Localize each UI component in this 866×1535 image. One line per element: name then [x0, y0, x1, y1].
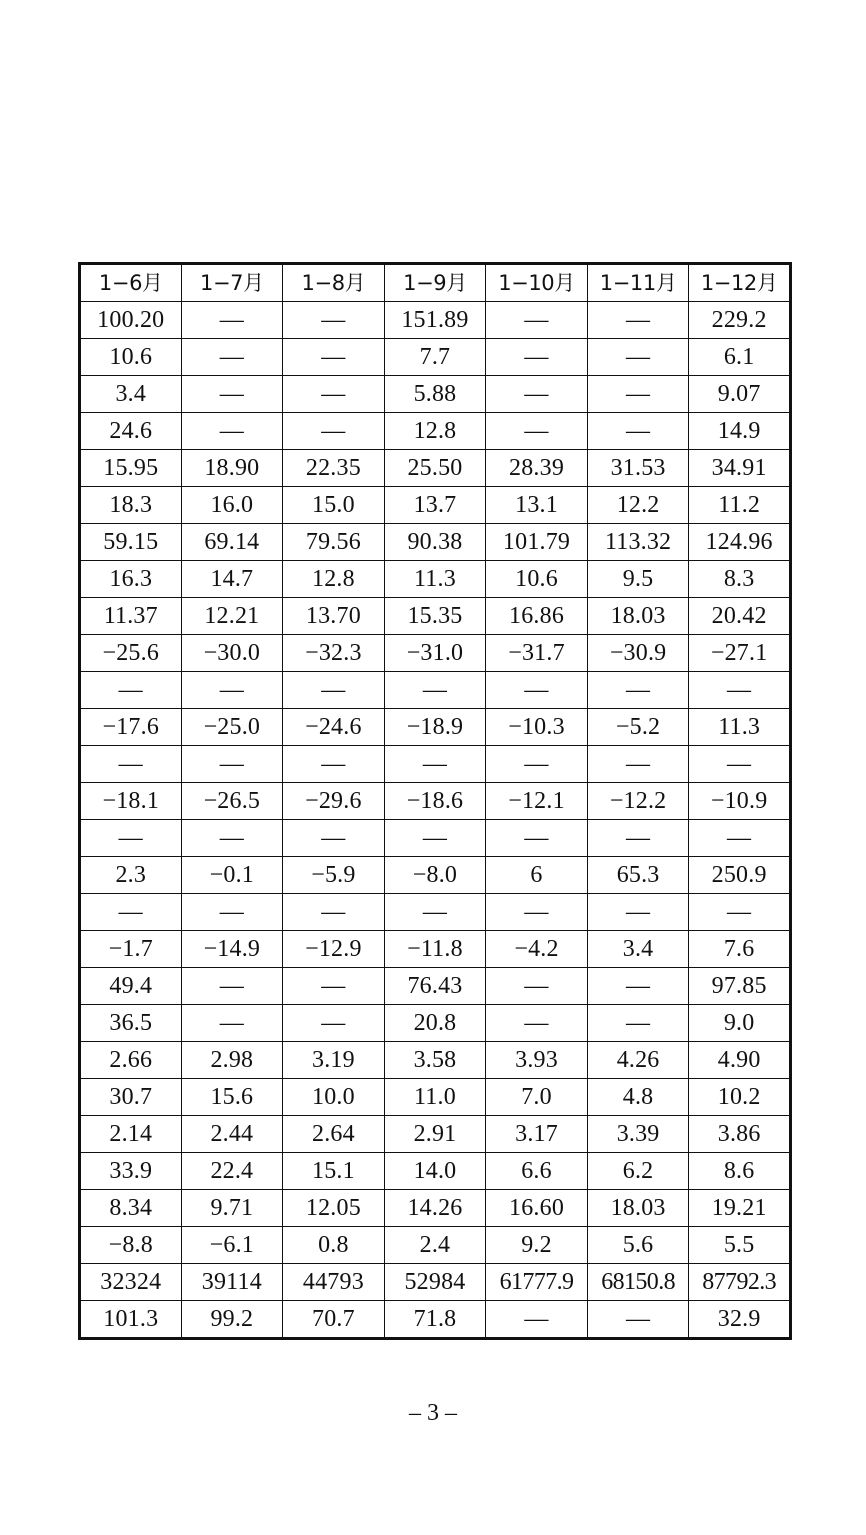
table-cell: 3.17: [486, 1116, 588, 1153]
table-cell: —: [587, 339, 689, 376]
table-cell: 12.8: [384, 413, 486, 450]
table-cell: —: [181, 672, 283, 709]
table-body: [80, 302, 791, 1339]
table-cell: —: [283, 820, 385, 857]
table-cell: —: [283, 746, 385, 783]
table-cell: —: [486, 339, 588, 376]
table-cell: —: [283, 302, 385, 339]
table-cell: −25.6: [80, 635, 182, 672]
table-cell: −31.0: [384, 635, 486, 672]
table-cell: —: [283, 672, 385, 709]
table-cell: —: [80, 746, 182, 783]
table-row: [80, 487, 791, 524]
table-cell: 65.3: [587, 857, 689, 894]
table-cell: —: [486, 894, 588, 931]
table-cell: 18.90: [181, 450, 283, 487]
table-cell: 6: [486, 857, 588, 894]
table-cell: 11.3: [689, 709, 791, 746]
table-row: [80, 672, 791, 709]
table-cell: —: [181, 968, 283, 1005]
table-cell: −32.3: [283, 635, 385, 672]
table-cell: —: [486, 746, 588, 783]
table-cell: 250.9: [689, 857, 791, 894]
table-cell: 4.26: [587, 1042, 689, 1079]
table-cell: —: [689, 746, 791, 783]
table-cell: 36.5: [80, 1005, 182, 1042]
table-cell: 59.15: [80, 524, 182, 561]
table-cell: —: [587, 1005, 689, 1042]
table-cell: −1.7: [80, 931, 182, 968]
table-cell: 87792.3: [689, 1264, 791, 1301]
table-cell: −12.1: [486, 783, 588, 820]
table-cell: 20.8: [384, 1005, 486, 1042]
table-row: [80, 1116, 791, 1153]
table-row: [80, 635, 791, 672]
table-cell: 6.2: [587, 1153, 689, 1190]
table-cell: —: [384, 894, 486, 931]
table-cell: 2.3: [80, 857, 182, 894]
table-cell: 101.3: [80, 1301, 182, 1339]
table-row: [80, 968, 791, 1005]
table-cell: 14.7: [181, 561, 283, 598]
table-cell: —: [283, 339, 385, 376]
table-cell: —: [181, 339, 283, 376]
table-cell: 68150.8: [587, 1264, 689, 1301]
table-cell: 7.7: [384, 339, 486, 376]
table-row: [80, 376, 791, 413]
table-cell: —: [587, 376, 689, 413]
table-cell: 2.91: [384, 1116, 486, 1153]
table-cell: 11.0: [384, 1079, 486, 1116]
table-cell: —: [587, 746, 689, 783]
table-cell: −18.1: [80, 783, 182, 820]
table-cell: —: [181, 1005, 283, 1042]
table-cell: 13.1: [486, 487, 588, 524]
table-cell: 18.03: [587, 598, 689, 635]
table-cell: −8.8: [80, 1227, 182, 1264]
column-header: 1−12月: [689, 264, 791, 302]
table-cell: 16.3: [80, 561, 182, 598]
table-cell: −24.6: [283, 709, 385, 746]
table-cell: 44793: [283, 1264, 385, 1301]
table-cell: 3.19: [283, 1042, 385, 1079]
table-cell: 12.05: [283, 1190, 385, 1227]
table-cell: —: [486, 1301, 588, 1339]
column-header: 1−6月: [80, 264, 182, 302]
table-cell: 3.93: [486, 1042, 588, 1079]
table-cell: 6.6: [486, 1153, 588, 1190]
table-cell: 5.88: [384, 376, 486, 413]
table-row: [80, 1190, 791, 1227]
table-cell: −27.1: [689, 635, 791, 672]
table-cell: —: [486, 820, 588, 857]
table-row: [80, 783, 791, 820]
table-cell: 3.39: [587, 1116, 689, 1153]
table-cell: 2.98: [181, 1042, 283, 1079]
table-cell: 22.35: [283, 450, 385, 487]
table-row: [80, 598, 791, 635]
table-row: [80, 302, 791, 339]
table-cell: 9.2: [486, 1227, 588, 1264]
table-cell: 12.2: [587, 487, 689, 524]
table-cell: 99.2: [181, 1301, 283, 1339]
table-cell: 151.89: [384, 302, 486, 339]
table-cell: 5.5: [689, 1227, 791, 1264]
table-cell: −10.9: [689, 783, 791, 820]
table-cell: 8.6: [689, 1153, 791, 1190]
table-cell: —: [80, 672, 182, 709]
table-cell: 14.26: [384, 1190, 486, 1227]
table-cell: 70.7: [283, 1301, 385, 1339]
table-cell: 9.0: [689, 1005, 791, 1042]
table-cell: —: [587, 302, 689, 339]
table-cell: −25.0: [181, 709, 283, 746]
table-cell: 15.6: [181, 1079, 283, 1116]
table-cell: —: [486, 1005, 588, 1042]
table-cell: —: [486, 968, 588, 1005]
table-cell: 2.14: [80, 1116, 182, 1153]
table-row: [80, 450, 791, 487]
table-cell: −5.2: [587, 709, 689, 746]
table-cell: 20.42: [689, 598, 791, 635]
table-cell: 18.3: [80, 487, 182, 524]
table-cell: 32.9: [689, 1301, 791, 1339]
table-cell: —: [486, 376, 588, 413]
table-row: [80, 931, 791, 968]
table-cell: —: [283, 376, 385, 413]
table-cell: 0.8: [283, 1227, 385, 1264]
table-row: [80, 1301, 791, 1339]
table-cell: —: [181, 746, 283, 783]
table-cell: 8.3: [689, 561, 791, 598]
table-cell: 10.6: [80, 339, 182, 376]
table-cell: —: [181, 302, 283, 339]
table-cell: 13.7: [384, 487, 486, 524]
column-header: 1−8月: [283, 264, 385, 302]
table-cell: —: [80, 894, 182, 931]
table-cell: 34.91: [689, 450, 791, 487]
table-cell: —: [486, 672, 588, 709]
table-row: [80, 413, 791, 450]
table-cell: 9.5: [587, 561, 689, 598]
table-cell: 61777.9: [486, 1264, 588, 1301]
table-cell: 2.66: [80, 1042, 182, 1079]
table-cell: —: [181, 413, 283, 450]
table-cell: 15.0: [283, 487, 385, 524]
table-cell: −29.6: [283, 783, 385, 820]
table-row: [80, 339, 791, 376]
table-cell: 101.79: [486, 524, 588, 561]
table-cell: —: [80, 820, 182, 857]
table-cell: 100.20: [80, 302, 182, 339]
column-header: 1−7月: [181, 264, 283, 302]
table-cell: −31.7: [486, 635, 588, 672]
table-row: [80, 1227, 791, 1264]
table-cell: 22.4: [181, 1153, 283, 1190]
table-cell: −30.0: [181, 635, 283, 672]
table-cell: 15.35: [384, 598, 486, 635]
table-cell: —: [689, 894, 791, 931]
table-cell: —: [384, 820, 486, 857]
table-row: [80, 746, 791, 783]
table-cell: −30.9: [587, 635, 689, 672]
table-cell: 10.2: [689, 1079, 791, 1116]
table-cell: −17.6: [80, 709, 182, 746]
table-cell: 6.1: [689, 339, 791, 376]
table-cell: 28.39: [486, 450, 588, 487]
table-cell: 2.64: [283, 1116, 385, 1153]
table-cell: —: [181, 376, 283, 413]
table-cell: 3.4: [80, 376, 182, 413]
table-cell: 4.8: [587, 1079, 689, 1116]
table-cell: —: [587, 1301, 689, 1339]
table-cell: 49.4: [80, 968, 182, 1005]
table-cell: 10.0: [283, 1079, 385, 1116]
table-cell: —: [486, 413, 588, 450]
table-cell: —: [689, 820, 791, 857]
table-cell: 52984: [384, 1264, 486, 1301]
table-cell: 18.03: [587, 1190, 689, 1227]
column-header: 1−9月: [384, 264, 486, 302]
header-row: [80, 264, 791, 302]
table-cell: 16.0: [181, 487, 283, 524]
table-cell: 5.6: [587, 1227, 689, 1264]
table-cell: —: [283, 968, 385, 1005]
table-cell: 90.38: [384, 524, 486, 561]
table-cell: −11.8: [384, 931, 486, 968]
table-cell: 11.2: [689, 487, 791, 524]
table-cell: 4.90: [689, 1042, 791, 1079]
table-cell: 33.9: [80, 1153, 182, 1190]
table-row: [80, 524, 791, 561]
table-cell: 16.60: [486, 1190, 588, 1227]
table-cell: —: [689, 672, 791, 709]
table-cell: −10.3: [486, 709, 588, 746]
table-cell: —: [181, 820, 283, 857]
table-row: [80, 1264, 791, 1301]
table-cell: −4.2: [486, 931, 588, 968]
table-cell: 3.86: [689, 1116, 791, 1153]
table-cell: 24.6: [80, 413, 182, 450]
table-cell: 25.50: [384, 450, 486, 487]
table-cell: —: [384, 672, 486, 709]
table-cell: 7.6: [689, 931, 791, 968]
table-row: [80, 561, 791, 598]
table-cell: —: [587, 894, 689, 931]
table-cell: —: [587, 968, 689, 1005]
table-cell: −5.9: [283, 857, 385, 894]
table-cell: 124.96: [689, 524, 791, 561]
table-cell: 3.4: [587, 931, 689, 968]
table-cell: −6.1: [181, 1227, 283, 1264]
table-cell: −26.5: [181, 783, 283, 820]
table-cell: 12.8: [283, 561, 385, 598]
table-cell: 7.0: [486, 1079, 588, 1116]
table-cell: 2.44: [181, 1116, 283, 1153]
page-number: – 3 –: [409, 1400, 457, 1426]
table-cell: —: [283, 1005, 385, 1042]
table-cell: −12.2: [587, 783, 689, 820]
table-cell: 76.43: [384, 968, 486, 1005]
table-cell: −12.9: [283, 931, 385, 968]
table-row: [80, 1042, 791, 1079]
table-row: [80, 1079, 791, 1116]
table-cell: 113.32: [587, 524, 689, 561]
table-cell: 16.86: [486, 598, 588, 635]
table-cell: 11.37: [80, 598, 182, 635]
table-cell: 31.53: [587, 450, 689, 487]
table-row: [80, 820, 791, 857]
monthly-cumulative-table: [78, 262, 792, 1340]
table-cell: 9.07: [689, 376, 791, 413]
table-row: [80, 857, 791, 894]
table-cell: 13.70: [283, 598, 385, 635]
table-row: [80, 1005, 791, 1042]
table-cell: 10.6: [486, 561, 588, 598]
table-cell: −0.1: [181, 857, 283, 894]
column-header: 1−10月: [486, 264, 588, 302]
table-cell: 79.56: [283, 524, 385, 561]
table-cell: 2.4: [384, 1227, 486, 1264]
table-cell: —: [181, 894, 283, 931]
table-cell: —: [587, 413, 689, 450]
table-cell: 14.9: [689, 413, 791, 450]
table-cell: 12.21: [181, 598, 283, 635]
table-row: [80, 894, 791, 931]
table-cell: 15.1: [283, 1153, 385, 1190]
table-cell: —: [384, 746, 486, 783]
table-cell: 30.7: [80, 1079, 182, 1116]
table-cell: 71.8: [384, 1301, 486, 1339]
table-cell: —: [587, 820, 689, 857]
table-cell: 8.34: [80, 1190, 182, 1227]
table-cell: 39114: [181, 1264, 283, 1301]
table-cell: 14.0: [384, 1153, 486, 1190]
table-cell: 229.2: [689, 302, 791, 339]
table-cell: −14.9: [181, 931, 283, 968]
table-cell: 15.95: [80, 450, 182, 487]
table-cell: 69.14: [181, 524, 283, 561]
table-cell: −18.9: [384, 709, 486, 746]
table-cell: 32324: [80, 1264, 182, 1301]
column-header: 1−11月: [587, 264, 689, 302]
table-cell: 19.21: [689, 1190, 791, 1227]
table-cell: −18.6: [384, 783, 486, 820]
table-cell: 9.71: [181, 1190, 283, 1227]
table-cell: −8.0: [384, 857, 486, 894]
table-cell: 97.85: [689, 968, 791, 1005]
table-row: [80, 709, 791, 746]
table-row: [80, 1153, 791, 1190]
table-cell: —: [587, 672, 689, 709]
table-cell: —: [283, 413, 385, 450]
table-cell: 11.3: [384, 561, 486, 598]
table-cell: —: [283, 894, 385, 931]
table-cell: 3.58: [384, 1042, 486, 1079]
table-cell: —: [486, 302, 588, 339]
